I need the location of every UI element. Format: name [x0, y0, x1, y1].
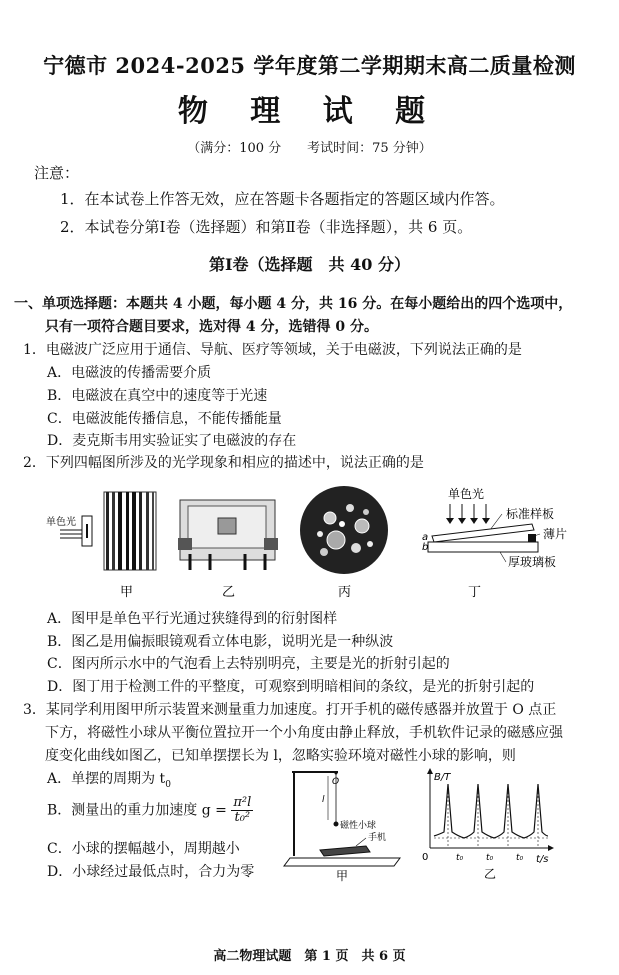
x-axis-label: t/s: [536, 854, 549, 865]
standard-plate-label: 标准样板: [506, 507, 555, 521]
fig-label-q3-jia: 甲: [336, 869, 349, 883]
b-t-curve: [434, 784, 548, 838]
part1-instruction-line1: 一、单项选择题：本题共 4 小题，每小题 4 分，共 16 分。在每小题给出的四个选项中，: [14, 296, 573, 312]
exam-info: （满分：100 分 考试时间：75 分钟）: [187, 141, 432, 156]
q2-option-c: C．图丙所示水中的气泡看上去特别明亮，主要是光的折射引起的: [47, 656, 450, 672]
q2-option-a: A．图甲是单色平行光通过狭缝得到的衍射图样: [47, 611, 338, 627]
phone-label: 手机: [368, 833, 387, 843]
figure-jia: [46, 492, 156, 600]
part1-instruction-line2: 只有一项符合题目要求，选对得 4 分，选错得 0 分。: [45, 319, 378, 335]
q1-option-d: D．麦克斯韦用实验证实了电磁波的存在: [47, 433, 297, 449]
t0-label-3: t₀: [516, 853, 524, 863]
q3-stem-line1: 3．某同学利用图甲所示装置来测量重力加速度。打开手机的磁传感器并放置于 O 点正: [23, 702, 557, 718]
q3-option-a: A．单摆的周期为 $t_0$: [47, 771, 171, 790]
q3-figure-jia: [282, 768, 412, 883]
q1-option-c: C．电磁波能传播信息，不能传播能量: [47, 411, 282, 427]
q1-option-b: B．电磁波在真空中的速度等于光速: [47, 388, 268, 404]
gravity-formula: $\frac{\text{π²l}}{\text{t₀²}}$: [233, 795, 252, 825]
page-footer: 高二物理试题 第 1 页 共 6 页: [213, 949, 406, 964]
q3-figure-yi: [418, 766, 568, 886]
q3-stem-line3: 度变化曲线如图乙，已知单摆摆长为 l，忽略实验环境对磁性小球的影响，则: [45, 748, 516, 764]
thick-glass-label: 厚玻璃板: [508, 555, 557, 569]
q1-option-a: A．电磁波的传播需要介质: [47, 365, 212, 381]
section-title: 第Ⅰ卷（选择题 共 40 分）: [209, 255, 410, 274]
notice-item-1: 1．在本试卷上作答无效，应在答题卡各题指定的答题区域内作答。: [60, 190, 505, 208]
fig-label-q3-yi: 乙: [484, 867, 497, 881]
notice-label: 注意：: [34, 164, 80, 182]
q2-option-b: B．图乙是用偏振眼镜观看立体电影，说明光是一种纵波: [47, 634, 394, 650]
origin-label: 0: [422, 852, 429, 863]
q3-option-d: D．小球经过最低点时，合力为零: [47, 864, 255, 880]
y-axis-label: B/T: [434, 772, 451, 783]
figure-ding: [422, 486, 567, 600]
q2-option-d: D．图丁用于检测工件的平整度，可观察到明暗相间的条纹，是光的折射引起的: [47, 679, 535, 695]
t0-label-2: t₀: [486, 853, 494, 863]
figure-bing: [300, 486, 388, 600]
diffraction-pattern: [104, 492, 156, 570]
q2-stem: 2．下列四幅图所涉及的光学现象和相应的描述中，说法正确的是: [23, 455, 424, 471]
subject-title: 物 理 试 题: [177, 94, 442, 129]
label-a: a: [422, 532, 429, 543]
fig-label-jia: 甲: [120, 585, 134, 600]
fig-label-bing: 丙: [338, 585, 352, 600]
length-l-label: l: [322, 795, 325, 805]
mono-light-label-2: 单色光: [448, 487, 485, 501]
q3-option-b: B．测量出的重力加速度 g = $\frac{\text{π²l}}{\text{t₀²}}$: [47, 795, 252, 825]
fig-label-yi: 乙: [222, 585, 236, 600]
label-b: b: [422, 542, 429, 553]
magnetic-ball-label: 磁性小球: [340, 821, 377, 831]
point-o-label: O: [332, 777, 340, 787]
notice-item-2: 2．本试卷分第Ⅰ卷（选择题）和第Ⅱ卷（非选择题），共 6 页。: [60, 218, 473, 236]
mono-light-label: 单色光: [46, 517, 76, 528]
fig-label-ding: 丁: [468, 585, 482, 600]
q3-option-c: C．小球的摆幅越小，周期越小: [47, 841, 240, 857]
q2-figures: [40, 478, 600, 603]
thin-sheet-label: 薄片: [543, 527, 568, 541]
exam-title: 宁德市 2024-2025 学年度第二学期期末高二质量检测: [43, 53, 576, 78]
q1-stem: 1．电磁波广泛应用于通信、导航、医疗等领域，关于电磁波，下列说法正确的是: [23, 342, 522, 358]
t0-label-1: t₀: [456, 853, 464, 863]
figure-yi: [178, 500, 278, 600]
q3-stem-line2: 下方，将磁性小球从平衡位置拉开一个小角度由静止释放，手机软件记录的磁感应强: [45, 725, 563, 741]
